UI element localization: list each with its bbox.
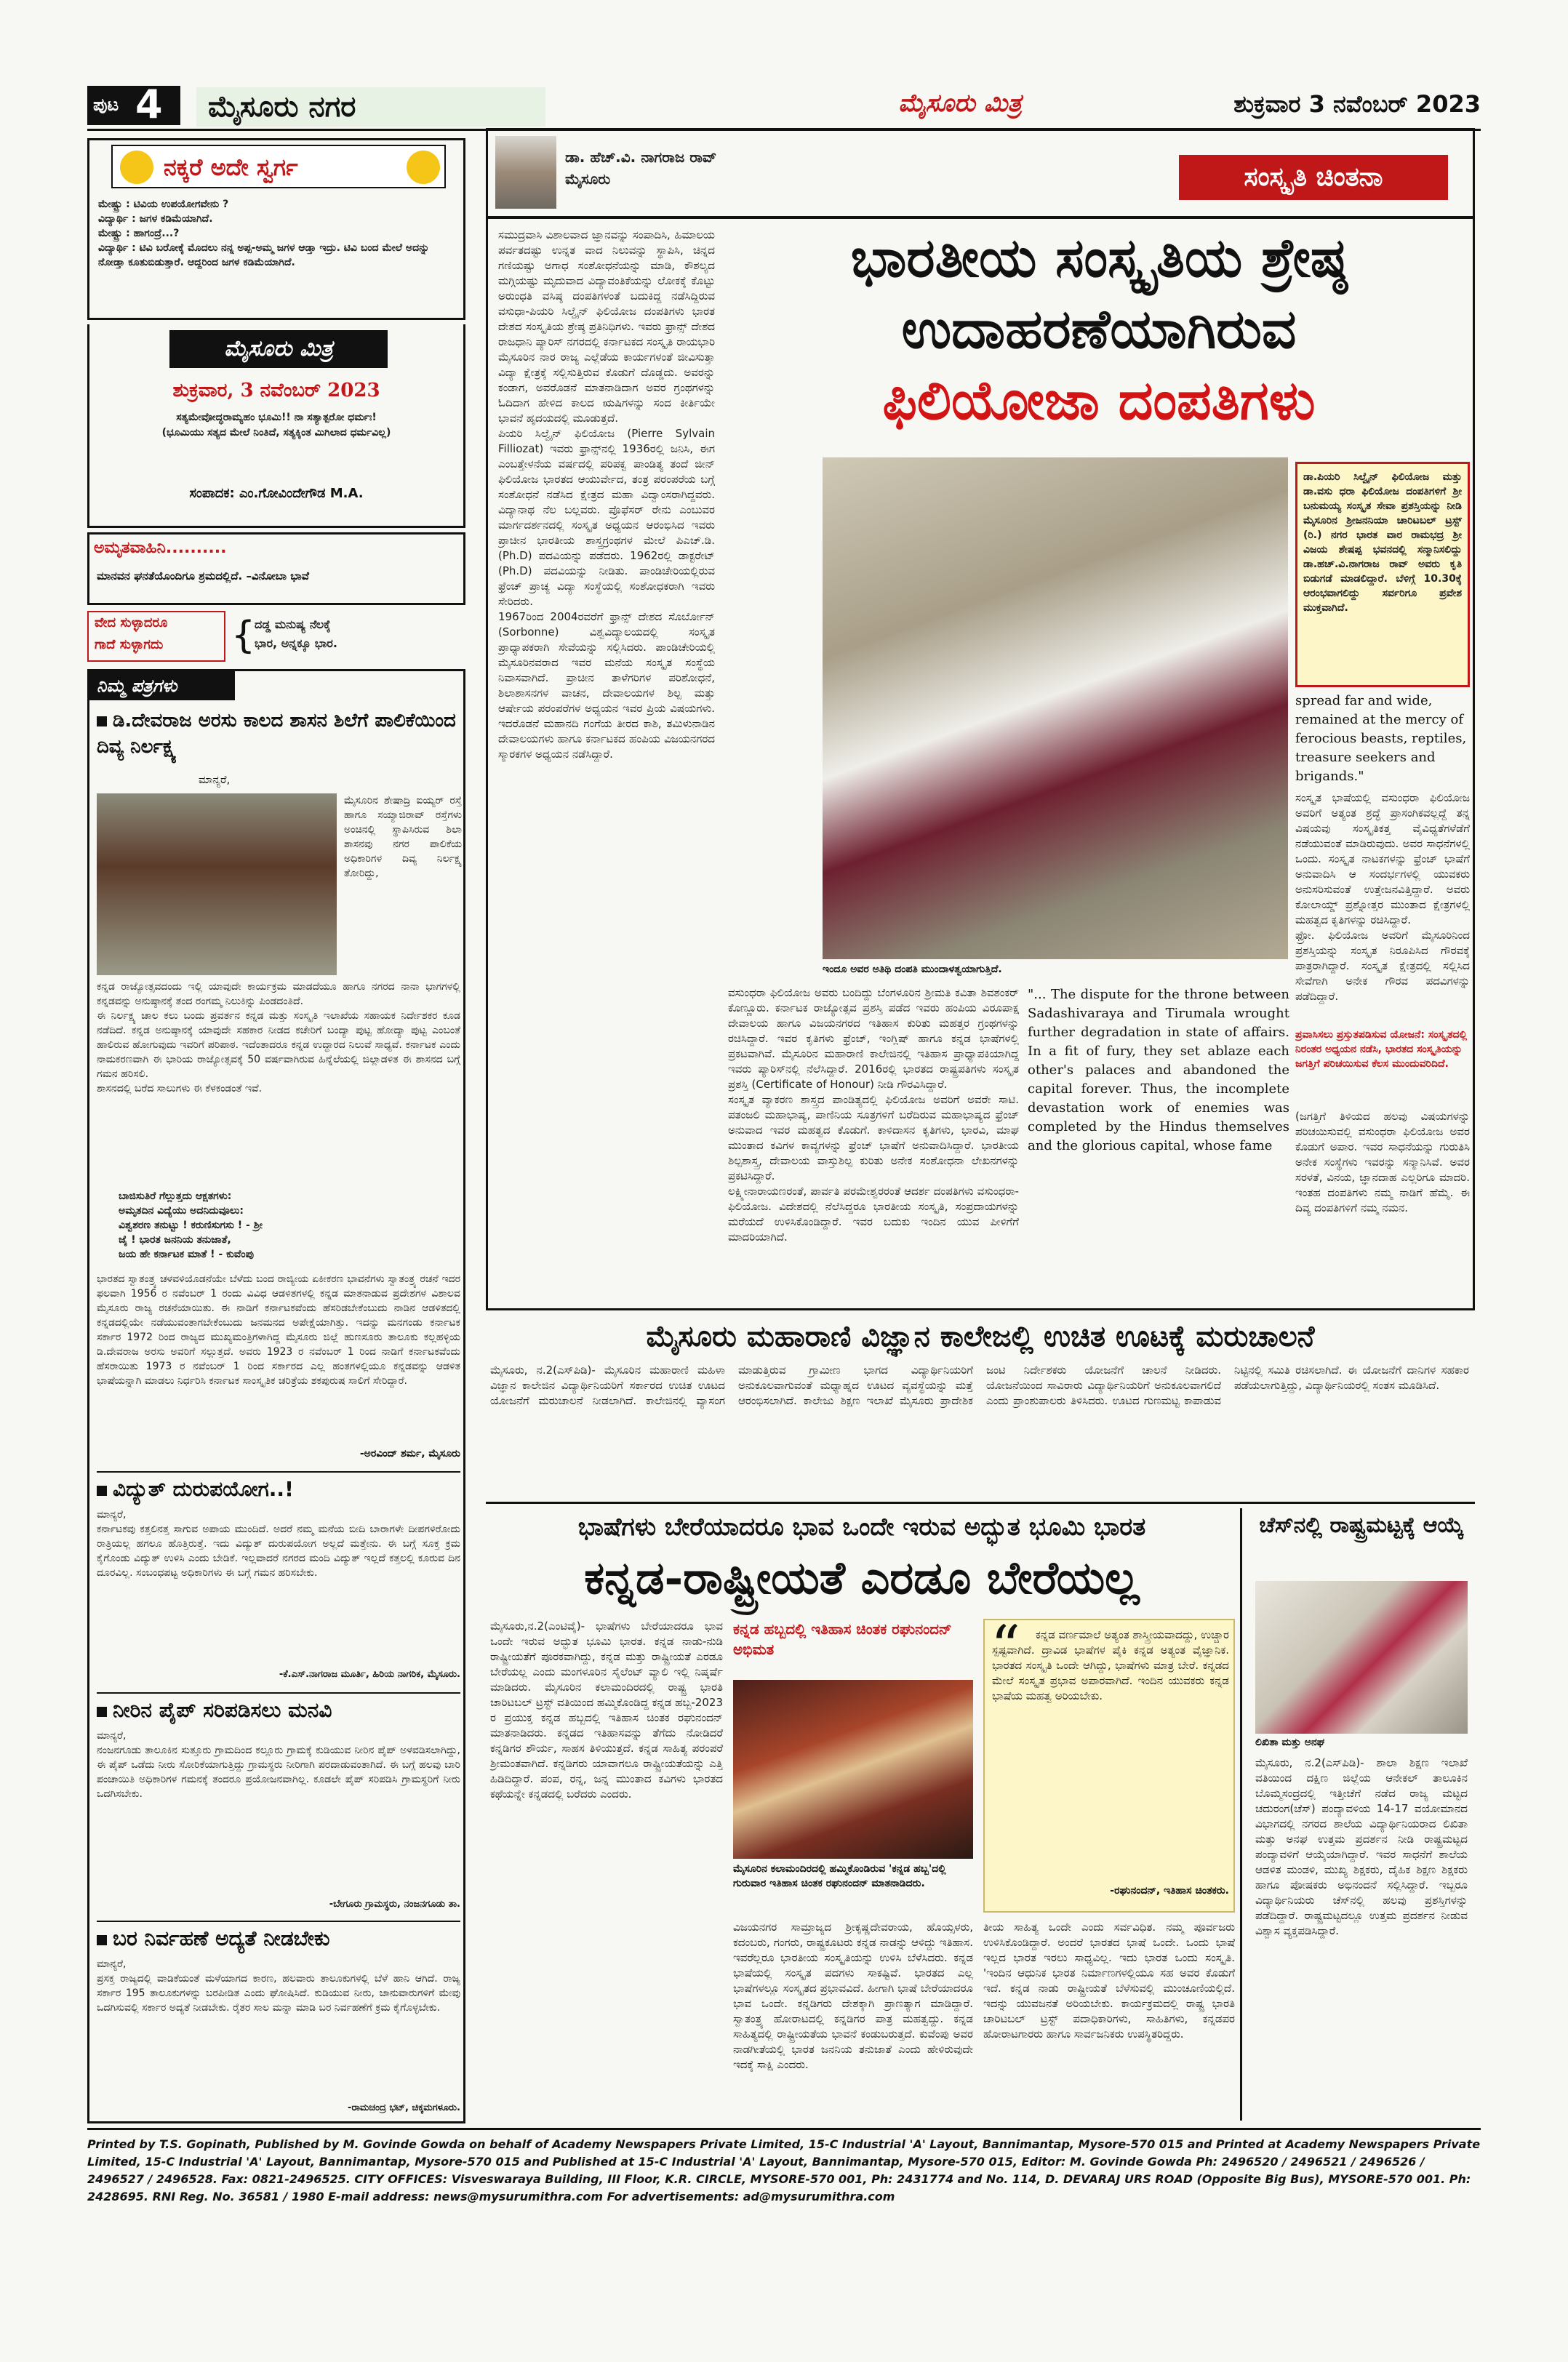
page-badge: [87, 81, 180, 127]
laughing-face-icon: [120, 151, 153, 184]
joke-box: [87, 138, 465, 320]
amruta-text: ಮಾನವನ ಘನತೆಯೊಂದಿಗೂ ಶ್ರಮದಲ್ಲಿದೆ. –ವಿನೋಬಾ ಭಾವೆ: [97, 569, 309, 583]
letter-4-title-text: ಬರ ನಿರ್ವಹಣೆ ಅದ್ಯತೆ ನೀಡಬೇಕು: [113, 1926, 330, 1950]
letter-4-title: [97, 1921, 460, 1951]
chess-headline: ಚೆಸ್‌ನಲ್ಲಿ ರಾಷ್ಟ್ರಮಟ್ಟಕ್ಕೆ ಆಯ್ಕೆ: [1259, 1513, 1464, 1538]
proverb-left: ವೇದ ಸುಳ್ಳಾದರೂ ಗಾದೆ ಸುಳ್ಳಾಗದು: [87, 611, 225, 662]
masthead: ಮೈಸೂರು ಮಿತ್ರ: [898, 89, 1022, 118]
quote-mark-icon: “: [991, 1613, 1020, 1681]
letter-1-text-c: ಭಾರತದ ಸ್ವಾತಂತ್ರ್ಯ ಚಳವಳಿಯೊಡನೆಯೇ ಬೆಳೆದು ಬಂದ ರಾಜ್ಯೀಯ ಏಕೀಕರಣ ಭಾವನೆಗಳು ಸ್ವಾತಂತ್ರ್ಯ ರಚನೆ ಇದರ ಫಲವಾಗಿ 1956 ರ ನವೆಂಬರ್ 1 ರಂದು ವಿವಿಧ ಆಡಳಿತಗಳಲ್ಲಿ ಕನ್ನಡ ಮಾತನಾಡುವ ಪ್ರದೇಶಗಳ ವಿಶಾಲವ ಮೈಸೂರು ರಾಜ್ಯ ರಚನೆಯಾಯಿತು. ಈ ನಾಡಿಗೆ ಕರ್ನಾಟಕವೆಂದು ಹೆಸರಿಡಬೇಕೆಂಬುದು ನಾಡಿನ ಆಡಳಿತದಲ್ಲಿ ಕನ್ನಡದಲ್ಲಿಯೇ ನಡೆಯುವಂತಾಗಬೇಕೆಂಬುದು ಜನಮನದ ಅಪೇಕ್ಷೆಯಾಗಿತ್ತು. ಇದನ್ನು ಮನಗಂಡು ಕರ್ನಾಟಕ ಸರ್ಕಾರ 1972 ರಿಂದ ರಾಜ್ಯದ ಮುಖ್ಯಮಂತ್ರಿಗಳಾಗಿದ್ದ ಮೈಸೂರು ಜಿಲ್ಲೆ ಹುಣಸೂರು ತಾಲೂಕು ಕಲ್ಲಹಳ್ಳಿಯ ಡಿ.ದೇವರಾಜ ಅರಸು ಅವರಿಗೆ ಸಲ್ಲುತ್ತದೆ. ಅವರು 1923 ರ ನವೆಂಬರ್ 1 ರಿಂದ ನಾಡಿಗೆ ಕರ್ನಾಟಕವೆಂದು ಹೆಸರಾಯಿತು 1973 ರ ನವೆಂಬರ್ 1 ರಿಂದ ಸರ್ಕಾರದ ಎಲ್ಲ ಹಂತಗಳಲ್ಲಿಯೂ ಕನ್ನಡವನ್ನು ಆಡಳಿತ ಭಾಷೆಯನ್ನಾಗಿ ಮಾಡಲು ನಿರ್ಧರಿಸಿ ಕರ್ನಾಟಕ ಸಾಂಸ್ಕೃತಿಕ ಚರಿತ್ರೆಯ ಶಕಪುರುಷ ಸಾಲಿಗೆ ಸೇರಿದ್ದಾರೆ.: [97, 1273, 460, 1387]
speaker-caption: ಮೈಸೂರಿನ ಕಲಾಮಂದಿರದಲ್ಲಿ ಹಮ್ಮಿಕೊಂಡಿರುವ 'ಕನ್ನಡ ಹಬ್ಬ'ದಲ್ಲಿ ಗುರುವಾರ ಇತಿಹಾಸ ಚಿಂತಕ ರಘುನಂದನ್ ಮಾತನಾಡಿದರು.: [733, 1863, 946, 1889]
imprint-editor: ಸಂಪಾದಕ: ಎಂ.ಗೋವಿಂದೇಗೌಡ M.A.: [189, 486, 364, 501]
feature-headline-2: ಉದಾಹರಣೆಯಾಗಿರುವ: [901, 298, 1297, 361]
feature-col-3b: (ಜಗತ್ತಿಗೆ ತಿಳಿಯದ ಹಲವು ವಿಷಯಗಳನ್ನು ಪರಿಚಯಿಸುವಲ್ಲಿ ವಸುಂಧರಾ ಫಿಲಿಯೋಜ ಅವರ ಕೊಡುಗೆ ಅಪಾರ. ಇವರ ಸಾಧನೆಯನ್ನು ಗುರುತಿಸಿ ಅನೇಕ ಸಂಸ್ಥೆಗಳು ಇವರನ್ನು ಸನ್ಮಾನಿಸಿವೆ. ಅವರ ಸರಳತೆ, ವಿನಯ, ಜ್ಞಾನದಾಹ ಎಲ್ಲರಿಗೂ ಮಾದರಿ. ಇಂತಹ ದಂಪತಿಗಳು ನಮ್ಮ ನಾಡಿಗೆ ಹೆಮ್ಮೆ. ಈ ದಿವ್ಯ ದಂಪತಿಗಳಿಗೆ ನಮ್ಮ ನಮನ.: [1295, 1110, 1470, 1214]
letter-3-title-text: ನೀರಿನ ಪೈಪ್ ಸರಿಪಡಿಸಲು ಮನವಿ: [113, 1698, 332, 1722]
joke-text: ಮೇಷ್ಟ್ರು : ಟಿವಿಯ ಉಪಯೋಗವೇನು ? ವಿದ್ಯಾರ್ಥಿ : ಜಗಳ ಕಡಿಮೆಯಾಗಿದೆ. ಮೇಷ್ಟ್ರು : ಹಾಗಂದ್ರೆ...? ವಿದ್ಯಾರ್ಥಿ : ಟಿವಿ ಬರೋಕ್ಕೆ ಮೊದಲು ನನ್ನ ಅಪ್ಪ-ಅಮ್ಮ ಜಗಳ ಆಡ್ತಾ ಇದ್ರು. ಟಿವಿ ಬಂದ ಮೇಲೆ ಅದನ್ನು ನೋಡ್ತಾ ಕೂತುಬಿಡುತ್ತಾರೆ. ಆದ್ದರಿಂದ ಜಗಳ ಕಡಿಮೆಯಾಗಿದೆ.: [98, 199, 430, 268]
letter-4-text: ಮಾನ್ಯರೆ, ಪ್ರಸಕ್ತ ರಾಜ್ಯದಲ್ಲಿ ವಾಡಿಕೆಯಂತೆ ಮಳೆಯಾಗದ ಕಾರಣ, ಹಲವಾರು ತಾಲೂಕುಗಳಲ್ಲಿ ಬೆಳೆ ಹಾನಿ ಆಗಿದೆ. ರಾಜ್ಯ ಸರ್ಕಾರ 195 ತಾಲೂಕುಗಳನ್ನು ಬರಪೀಡಿತ ಎಂದು ಘೋಷಿಸಿದೆ. ಕುಡಿಯುವ ನೀರು, ಜಾನುವಾರುಗಳಿಗೆ ಮೇವು ಒದಗಿಸುವಲ್ಲಿ ಸರ್ಕಾರ ಅದ್ಯತೆ ನೀಡಬೇಕು. ರೈತರ ಸಾಲ ಮನ್ನಾ ಮಾಡಿ ಬರ ನಿರ್ವಹಣೆಗೆ ಕ್ರಮ ಕೈಗೊಳ್ಳಬೇಕು.: [97, 1958, 460, 2014]
kannada-subhead: ಕನ್ನಡ ಹಬ್ಬದಲ್ಲಿ ಇತಿಹಾಸ ಚಿಂತಕ ರಘುನಂದನ್ ಅಭಿಮತ: [733, 1620, 952, 1658]
kannada-col-1: ಮೈಸೂರು,ನ.2(ಎಂಟಿವೈ)- ಭಾಷೆಗಳು ಬೇರೆಯಾದರೂ ಭಾವ ಒಂದೇ ಇರುವ ಅದ್ಭುತ ಭೂಮಿ ಭಾರತ. ಕನ್ನಡ ನಾಡು-ನುಡಿ ರಾಷ್ಟ್ರೀಯತೆಗೆ ಪೂರಕವಾಗಿದ್ದು, ಕನ್ನಡ ಮತ್ತು ರಾಷ್ಟ್ರೀಯತೆ ಎರಡೂ ಬೇರೆಯಲ್ಲ ಎಂದು ಮಂಗಳೂರಿನ ಸೈಲೆಂಟ್ ವ್ಯಾಲಿ ಇಲ್ಲಿ ನಿಷ್ಕರ್ಷೆ ಮಾಡಿದರು. ಮೈಸೂರಿನ ಕಲಾಮಂದಿರದಲ್ಲಿ ರಾಷ್ಟ್ರ ಭಾರತಿ ಚಾರಿಟಬಲ್ ಟ್ರಸ್ಟ್ ವತಿಯಿಂದ ಹಮ್ಮಿಕೊಂಡಿದ್ದ ಕನ್ನಡ ಹಬ್ಬ-2023 ರ ಪ್ರಯುಕ್ತ ಕನ್ನಡ ಹಬ್ಬದಲ್ಲಿ ಇತಿಹಾಸ ಚಿಂತಕ ರಘುನಂದನ್ ಮಾತನಾಡಿದರು. ಕನ್ನಡದ ಇತಿಹಾಸವನ್ನು ತೆಗೆದು ನೋಡಿದರೆ ಕನ್ನಡಿಗರ ಶೌರ್ಯ, ಸಾಹಸ ತಿಳಿಯುತ್ತದೆ. ಕನ್ನಡ ಸಾಹಿತ್ಯ ಪರಂಪರೆ ಶ್ರೀಮಂತವಾಗಿದೆ. ಕನ್ನಡಿಗರು ಯಾವಾಗಲೂ ರಾಷ್ಟ್ರೀಯತೆಯನ್ನು ಎತ್ತಿ ಹಿಡಿದಿದ್ದಾರೆ. ಪಂಪ, ರನ್ನ, ಜನ್ನ ಮುಂತಾದ ಕವಿಗಳು ಭಾರತದ ಕಥೆಯನ್ನೇ ಕನ್ನಡದಲ್ಲಿ ಬರೆದರು ಎಂದರು.: [490, 1620, 723, 1801]
feature-col-3: ಸಂಸ್ಕೃತ ಭಾಷೆಯಲ್ಲಿ ವಸುಂಧರಾ ಫಿಲಿಯೋಜ ಅವರಿಗೆ ಅತ್ಯಂತ ಶ್ರದ್ಧೆ ಪ್ರಾಸಂಗಿಕವಲ್ಲದ್ದೆ ತನ್ನ ವಿಷಯವು ಸಂಸ್ಕೃತಿಕತ್ತ ವೈವಿಧ್ಯತೆಗಳೆಡೆಗೆ ನಡೆಯುವಂತೆ ಮಾಡಿರುವುದು. ಅವರ ಸಾಧನೆಗಳಲ್ಲಿ ಒಂದು. ಸಂಸ್ಕೃತ ನಾಟಕಗಳನ್ನು ಫ್ರೆಂಚ್ ಭಾಷೆಗೆ ಅನುವಾದಿಸಿ ಆ ಸಂದರ್ಭಗಳಲ್ಲಿ ಯುವಕರು ಅನುಸರಿಸುವಂತೆ ಉತ್ತೇಜನವಿತ್ತಿದ್ದಾರೆ. ಅವರು ಕೋಲಾಯ್ಡ್ ಪ್ರಶ್ನೋತ್ತರ ಮುಂತಾದ ಕ್ಷೇತ್ರಗಳಲ್ಲಿ ಮಹತ್ವದ ಕೃತಿಗಳನ್ನು ರಚಿಸಿದ್ದಾರೆ. ಫ್ರೋ. ಫಿಲಿಯೋಜ ಅವರಿಗೆ ಮೈಸೂರಿನಿಂದ ಪ್ರಶಸ್ತಿಯನ್ನು ಸಂಸ್ಕೃತ ನಿರೂಪಿಸಿದ ಗೌರವಕ್ಕೆ ಪಾತ್ರರಾಗಿದ್ದಾರೆ. ಸಂಸ್ಕೃತ ಕ್ಷೇತ್ರದಲ್ಲಿ ಸಲ್ಲಿಸಿದ ಸೇವೆಗಾಗಿ ಅನೇಕ ಗೌರವ ಪದವಿಗಳನ್ನು ಪಡೆದಿದ್ದಾರೆ.: [1295, 791, 1470, 1003]
chess-photo: [1255, 1581, 1468, 1734]
letter-1-text-b: ಕನ್ನಡ ರಾಜ್ಯೋತ್ಸವದಂದು ಇಲ್ಲಿ ಯಾವುದೇ ಕಾರ್ಯಕ್ರಮ ಮಾಡದೆಯೂ ಹಾಗೂ ನಗರದ ನಾನಾ ಭಾಗಗಳಲ್ಲಿ ಕನ್ನಡವನ್ನು ಅನುಷ್ಠಾನಕ್ಕೆ ತಂದ ರಂಗಮ್ಮ ನಿಲುಕಿನ್ನು ಪಿಂಡದಂತಿದೆ. ಈ ನಿರ್ಲಕ್ಷ್ಯ ಚಾಲ ಕಲು ಬಂದು ಪ್ರವರ್ತನ ಕನ್ನಡ ಮತ್ತು ಸಂಸ್ಕೃತಿ ಇಲಾಖೆಯ ಸಹಾಯಕ ನಿರ್ದೇಶಕರ ಕೂಡ ನಡೆದಿದೆ. ಕನ್ನಡ ಅನುಷ್ಠಾನಕ್ಕೆ ಯಾವುದೇ ಸಹಕಾರ ನೀಡದ ಕಚೇರಿಗೆ ಬಂದ್ಯಾ ಪುಟ್ಟ ಹೋದ್ಯಾ ಪುಟ್ಟ ಎಂಬಂತೆ ಹಾಲಿರುವ ಹೋಗುವುದು ಇವರಿಗೆ ಪರಿಪಾಠ. ಇದೆಂತಾದರೂ ಕನ್ನಡ ಉದ್ಧಾರದ ನಿಲುವೆ ಸಾಧ್ಯವೆ. ಕರ್ನಾಟಕ ಎಂದು ನಾಮಕರಣವಾಗಿ ಈ ಭಾರಿಯ ರಾಜ್ಯೋತ್ಸವಕ್ಕೆ 50 ವರ್ಷವಾಗಿರುವ ಹಿನ್ನೆಲೆಯಲ್ಲಿ ಜಿಲ್ಲಾಡಳಿತ ಈ ಶಾಸನದ ಬಗ್ಗೆ ಗಮನ ಹರಿಸಲಿ. ಶಾಸನದಲ್ಲಿ ಬರೆದ ಸಾಲುಗಳು ಈ ಕೆಳಕಂಡಂತೆ ಇವೆ.: [97, 981, 460, 1094]
feature-headline-1: ಭಾರತೀಯ ಸಂಸ್ಕೃತಿಯ ಶ್ರೇಷ್ಠ: [850, 227, 1348, 289]
letter-1-title-text: ಡಿ.ದೇವರಾಜ ಅರಸು ಕಾಲದ ಶಾಸನ ಶಿಲೆಗೆ ಪಾಲಿಕೆಯಿಂದ ದಿವ್ಯ ನಿರ್ಲಕ್ಷ್ಯ: [97, 710, 456, 758]
feature-rule: [488, 216, 1473, 219]
letter-3-sign: -ಬೇಗೂರು ಗ್ರಾಮಸ್ಥರು, ನಂಜನಗೂಡು ತಾ.: [329, 1899, 460, 1910]
imprint-motto: ಸತ್ಯಮೇವೋದ್ಧರಾಮ್ಯಹಂ ಭೂಮಿ!! ನಾ ಸತ್ಯಾತ್ಪರೋ ಧರ್ಮಃ! (ಭೂಮಿಯು ಸತ್ಯದ ಮೇಲೆ ನಿಂತಿದೆ, ಸತ್ಯಕ್ಕಿಂತ ಮಿಗಿಲಾದ ಧರ್ಮವಿಲ್ಲ): [161, 412, 391, 439]
inscription-photo: [97, 793, 337, 975]
proverb-box: [87, 611, 465, 662]
kannada-story: [486, 1508, 1242, 2121]
kannada-kicker: ಭಾಷೆಗಳು ಬೇರೆಯಾದರೂ ಭಾವ ಒಂದೇ ಇರುವ ಅದ್ಭುತ ಭೂಮಿ ಭಾರತ: [577, 1513, 1146, 1542]
letters-heading: ನಿಮ್ಮ ಪತ್ರಗಳು: [89, 671, 235, 700]
kannada-col-3: ತೀಯ ಸಾಹಿತ್ಯ ಒಂದೇ ಎಂದು ಸರ್ವವಿಧಿತ. ನಮ್ಮ ಪೂರ್ವಜರು ಉಳಿಸಿಕೊಂಡಿದ್ದಾರೆ. ಅಂದರೆ ಭಾರತದ ಭಾಷೆ ಒಂದೇ. ಒಂದು ಭಾಷೆ ಇಲ್ಲದ ಭಾರತ ಇರಲು ಸಾಧ್ಯವಿಲ್ಲ. ಇದು ಭಾರತ ಒಂದು ಸಂಸ್ಕೃತಿ. 'ಇಂದಿನ ಆಧುನಿಕ ಭಾರತ ನಿರ್ಮಾಣಗಳಲ್ಲಿಯೂ ಸಹ ಅವರ ಕೊಡುಗೆ ಇದೆ. ಕನ್ನಡ ನಾಡು ರಾಷ್ಟ್ರೀಯತೆ ಬೆಳೆಸುವಲ್ಲಿ ಮುಂಚೂಣಿಯಲ್ಲಿದೆ. ಇದನ್ನು ಯುವಜನತೆ ಅರಿಯಬೇಕು. ಕಾರ್ಯಕ್ರಮದಲ್ಲಿ ರಾಷ್ಟ್ರ ಭಾರತಿ ಚಾರಿಟಬಲ್ ಟ್ರಸ್ಟ್ ಪದಾಧಿಕಾರಿಗಳು, ಸಾಹಿತಿಗಳು, ಕನ್ನಡಪರ ಹೋರಾಟಗಾರರು ಹಾಗೂ ಸಾರ್ವಜನಿಕರು ಉಪಸ್ಥಿತರಿದ್ದರು.: [983, 1921, 1235, 2041]
letter-1-title: [97, 708, 460, 760]
letter-4-sign: -ರಾಮಚಂದ್ರ ಭಟ್, ಚಿಕ್ಕಮಗಳೂರು.: [348, 2102, 460, 2113]
bullet-square-icon: [97, 1935, 107, 1945]
chess-text: ಮೈಸೂರು, ನ.2(ಎಸ್‌ಪಿಡಿ)- ಶಾಲಾ ಶಿಕ್ಷಣ ಇಲಾಖೆ ವತಿಯಿಂದ ದಕ್ಷಿಣ ಜಿಲ್ಲೆಯ ಆನೇಕಲ್ ತಾಲೂಕಿನ ಬೊಮ್ಮಸಂದ್ರದಲ್ಲಿ ಇತ್ತೀಚೆಗೆ ನಡೆದ ರಾಜ್ಯ ಮಟ್ಟದ ಚದುರಂಗ(ಚೆಸ್) ಪಂದ್ಯಾವಳಿಯ 14-17 ವಯೋಮಾನದ ವಿಭಾಗದಲ್ಲಿ ನಗರದ ಶಾಲೆಯ ವಿದ್ಯಾರ್ಥಿನಿಯರಾದ ಲಿಖಿತಾ ಮತ್ತು ಅನಘ ಉತ್ತಮ ಪ್ರದರ್ಶನ ನೀಡಿ ರಾಷ್ಟ್ರಮಟ್ಟದ ಪಂದ್ಯಾವಳಿಗೆ ಆಯ್ಕೆಯಾಗಿದ್ದಾರೆ. ಇವರ ಸಾಧನೆಗೆ ಶಾಲೆಯ ಆಡಳಿತ ಮಂಡಳಿ, ಮುಖ್ಯ ಶಿಕ್ಷಕರು, ದೈಹಿಕ ಶಿಕ್ಷಣ ಶಿಕ್ಷಕರು ಹಾಗೂ ಪೋಷಕರು ಅಭಿನಂದನೆ ಸಲ್ಲಿಸಿದ್ದಾರೆ. ಇಬ್ಬರೂ ವಿದ್ಯಾರ್ಥಿನಿಯರು ಚೆಸ್‌ನಲ್ಲಿ ಹಲವು ಪ್ರಶಸ್ತಿಗಳನ್ನು ಪಡೆದಿದ್ದಾರೆ. ರಾಷ್ಟ್ರಮಟ್ಟದಲ್ಲೂ ಉತ್ತಮ ಪ್ರದರ್ಶನ ನೀಡುವ ವಿಶ್ವಾಸ ವ್ಯಕ್ತಪಡಿಸಿದ್ದಾರೆ.: [1255, 1756, 1468, 1937]
letter-1-salute: ಮಾನ್ಯರೆ,: [199, 773, 231, 786]
pullquote-text: ಕನ್ನಡ ವರ್ಣಮಾಲೆ ಅತ್ಯಂತ ಶಾಸ್ತ್ರೀಯವಾದದ್ದು, ಉಚ್ಚಾರ ಸ್ಪಷ್ಟವಾಗಿದೆ. ದ್ರಾವಿಡ ಭಾಷೆಗಳ ಪೈಕಿ ಕನ್ನಡ ಅತ್ಯಂತ ವೈಜ್ಞಾನಿಕ. ಭಾರತದ ಸಂಸ್ಕೃತಿ ಒಂದೇ ಆಗಿದ್ದು, ಭಾಷೆಗಳು ಮಾತ್ರ ಬೇರೆ. ಕನ್ನಡದ ಮೇಲೆ ಸಂಸ್ಕೃತ ಪ್ರಭಾವ ಅಪಾರವಾಗಿದೆ. ಇಂದಿನ ಯುವಕರು ಕನ್ನಡ ಭಾಷೆಯ ಮಹತ್ವ ಅರಿಯಬೇಕು.: [992, 1628, 1229, 1702]
letters-section: [87, 669, 465, 2123]
imprint-logo: ಮೈಸೂರು ಮಿತ್ರ: [169, 330, 388, 368]
author-byline: ಡಾ. ಹೆಚ್.ವಿ. ನಾಗರಾಜ ರಾವ್ ಮೈಸೂರು: [565, 148, 717, 188]
letter-3-text: ಮಾನ್ಯರೆ, ನಂಜನಗೂಡು ತಾಲೂಕಿನ ಸುತ್ತೂರು ಗ್ರಾಮದಿಂದ ಕಲ್ಲೂರು ಗ್ರಾಮಕ್ಕೆ ಕುಡಿಯುವ ನೀರಿನ ಪೈಪ್ ಅಳವಡಿಸಲಾಗಿದ್ದು, ಈ ಪೈಪ್ ಒಡೆದು ನೀರು ಸೋರಿಕೆಯಾಗುತ್ತಿದ್ದು ಗ್ರಾಮಸ್ಥರು ನೀರಿಗಾಗಿ ಪರದಾಡುವಂತಾಗಿದೆ. ಈ ಬಗ್ಗೆ ಹಲವು ಬಾರಿ ಪಂಚಾಯಿತಿ ಅಧಿಕಾರಿಗಳ ಗಮನಕ್ಕೆ ತಂದರೂ ಪ್ರಯೋಜನವಾಗಿಲ್ಲ. ಕೂಡಲೇ ಪೈಪ್ ಸರಿಪಡಿಸಿ ಗ್ರಾಮಸ್ಥರಿಗೆ ನೀರು ಒದಗಿಸಬೇಕು.: [97, 1730, 460, 1800]
kannada-headline: ಕನ್ನಡ-ರಾಷ್ಟ್ರೀಯತೆ ಎರಡೂ ಬೇರೆಯಲ್ಲ: [584, 1551, 1140, 1604]
feature-article: [486, 128, 1475, 1310]
college-story: [486, 1315, 1475, 1504]
bullet-square-icon: [97, 716, 107, 726]
pullquote-sign: -ರಘುನಂದನ್, ಇತಿಹಾಸ ಚಿಂತಕರು.: [1110, 1885, 1229, 1897]
college-text: ಮೈಸೂರು, ನ.2(ಎಸ್‌ಪಿಡಿ)- ಮೈಸೂರಿನ ಮಹಾರಾಣಿ ಮಹಿಳಾ ವಿಜ್ಞಾನ ಕಾಲೇಜಿನ ವಿದ್ಯಾರ್ಥಿನಿಯರಿಗೆ ಸರ್ಕಾರದ ಉಚಿತ ಊಟದ ಯೋಜನೆಗೆ ಮರುಚಾಲನೆ ನೀಡಲಾಗಿದೆ. ಕಾಲೇಜಿನಲ್ಲಿ ವ್ಯಾಸಂಗ ಮಾಡುತ್ತಿರುವ ಗ್ರಾಮೀಣ ಭಾಗದ ವಿದ್ಯಾರ್ಥಿನಿಯರಿಗೆ ಅನುಕೂಲವಾಗುವಂತೆ ಮಧ್ಯಾಹ್ನದ ಊಟದ ವ್ಯವಸ್ಥೆಯನ್ನು ಮತ್ತೆ ಆರಂಭಿಸಲಾಗಿದೆ. ಕಾಲೇಜು ಶಿಕ್ಷಣ ಇಲಾಖೆ ಮೈಸೂರು ಪ್ರಾದೇಶಿಕ ಜಂಟಿ ನಿರ್ದೇಶಕರು ಯೋಜನೆಗೆ ಚಾಲನೆ ನೀಡಿದರು. ಯೋಜನೆಯಿಂದ ಸಾವಿರಾರು ವಿದ್ಯಾರ್ಥಿನಿಯರಿಗೆ ಅನುಕೂಲವಾಗಲಿದೆ ಎಂದು ಪ್ರಾಂಶುಪಾಲರು ತಿಳಿಸಿದರು. ಊಟದ ಗುಣಮಟ್ಟ ಕಾಪಾಡುವ ನಿಟ್ಟಿನಲ್ಲಿ ಸಮಿತಿ ರಚಿಸಲಾಗಿದೆ. ಈ ಯೋಜನೆಗೆ ದಾನಿಗಳ ಸಹಕಾರ ಪಡೆಯಲಾಗುತ್ತಿದ್ದು, ವಿದ್ಯಾರ್ಥಿನಿಯರಲ್ಲಿ ಸಂತಸ ಮೂಡಿಸಿದೆ.: [490, 1364, 1469, 1407]
imprint-box: [87, 324, 465, 528]
letter-1-sign: -ಅರವಿಂದ್ ಶರ್ಮ, ಮೈಸೂರು: [359, 1448, 460, 1460]
chess-story: [1248, 1508, 1475, 2121]
letter-1-text-a: ಮೈಸೂರಿನ ಶೇಷಾದ್ರಿ ಐಯ್ಯರ್ ರಸ್ತೆ ಹಾಗೂ ಸಯ್ಯಾಜಿರಾವ್ ರಸ್ತೆಗಳು ಅಂಚಿನಲ್ಲಿ ಸ್ಥಾಪಿಸಿರುವ ಶಿಲಾ ಶಾಸನವು ನಗರ ಪಾಲಿಕೆಯ ಅಧಿಕಾರಿಗಳ ದಿವ್ಯ ನಿರ್ಲಕ್ಷ್ಯ ತೋರಿದ್ದು,: [344, 795, 462, 879]
letter-2-title: [97, 1471, 460, 1502]
feature-sidebar-note: ಡಾ.ಪಿಯರಿ ಸಿಲ್ವೈನ್ ಫಿಲಿಯೋಜ ಮತ್ತು ಡಾ.ವಸು ಧರಾ ಫಿಲಿಯೋಜ ದಂಪತಿಗಳಿಗೆ ಶ್ರೀ ಬನುಮಯ್ಯ ಸಂಸ್ಕೃತ ಸೇವಾ ಪ್ರಶಸ್ತಿಯನ್ನು ನೀಡಿ ಮೈಸೂರಿನ ಶ್ರೀಜನನಿಯಾ ಚಾರಿಟಬಲ್ ಟ್ರಸ್ಟ್ (ರಿ.) ನಗರ ಭಾರತ ವಾರ ರಾಮಭದ್ರ ಶ್ರೀ ವಿಜಯ ಶೇಷಪ್ಪ ಭವನದಲ್ಲಿ ಸನ್ಮಾನಿಸಲಿದ್ದು ಡಾ.ಹಚ್.ವಿ.ನಾಗರಾಜ ರಾವ್ ಅವರು ಕೃತಿ ಬಿಡುಗಡೆ ಮಾಡಲಿದ್ದಾರೆ. ಬೆಳಿಗ್ಗೆ 10.30ಕ್ಕೆ ಆರಂಭವಾಗಲಿದ್ದು ಸರ್ವರಿಗೂ ಪ್ರವೇಶ ಮುಕ್ತವಾಗಿದೆ.: [1295, 462, 1470, 687]
proverb-right: ದಡ್ಡ ಮನುಷ್ಯ ನೆಲಕ್ಕೆ ಭಾರ, ಅನ್ನಕ್ಕೂ ಭಾರ.: [255, 617, 337, 650]
amruta-box: [87, 532, 465, 605]
page-label: ಪುಟ: [93, 95, 119, 115]
chess-caption: ಲಿಖಿತಾ ಮತ್ತು ಅನಘ: [1255, 1737, 1325, 1748]
feature-quote-end: spread far and wide, remained at the mercy of ferocious beasts, reptiles, treasure seekers and brigands.": [1295, 693, 1467, 784]
bullet-square-icon: [97, 1486, 107, 1496]
couple-photo: [823, 457, 1288, 959]
brace: {: [231, 614, 256, 657]
speaker-photo: [733, 1680, 973, 1859]
letter-2-title-text: ವಿದ್ಯುತ್ ದುರುಪಯೋಗ..!: [113, 1477, 294, 1501]
feature-col-2: ವಸುಂಧರಾ ಫಿಲಿಯೋಜ ಅವರು ಬಂದಿದ್ದು ಬೆಂಗಳೂರಿನ ಶ್ರೀಮತಿ ಕವಿತಾ ಶಿವಶಂಕರ್ ಕೊಣ್ಣೂರು. ಕರ್ನಾಟಕ ರಾಜ್ಯೋತ್ಸವ ಪ್ರಶಸ್ತಿ ಪಡೆದ ಇವರು ಹಂಪಿಯ ವಿರೂಪಾಕ್ಷ ದೇವಾಲಯ ಹಾಗೂ ವಿಜಯನಗರದ ಇತಿಹಾಸ ಕುರಿತು ಮಹತ್ತರ ಗ್ರಂಥಗಳನ್ನು ರಚಿಸಿದ್ದಾರೆ. ಇವರ ಕೃತಿಗಳು ಫ್ರೆಂಚ್, ಇಂಗ್ಲಿಷ್ ಹಾಗೂ ಕನ್ನಡ ಭಾಷೆಗಳಲ್ಲಿ ಪ್ರಕಟವಾಗಿವೆ. ಮೈಸೂರಿನ ಮಹಾರಾಣಿ ಕಾಲೇಜಿನಲ್ಲಿ ಇತಿಹಾಸ ಪ್ರಾಧ್ಯಾಪಕಿಯಾಗಿದ್ದ ಇವರು ಪ್ಯಾರಿಸ್‌ನಲ್ಲಿ ನೆಲೆಸಿದ್ದಾರೆ. 2016ರಲ್ಲಿ ಭಾರತದ ರಾಷ್ಟ್ರಪತಿಗಳು ಸಂಸ್ಕೃತ ಪ್ರಶಸ್ತಿ (Certificate of Honour) ನೀಡಿ ಗೌರವಿಸಿದ್ದಾರೆ. ಸಂಸ್ಕೃತ ವ್ಯಾಕರಣ ಶಾಸ್ತ್ರದ ಪಾಂಡಿತ್ಯದಲ್ಲಿ ಫಿಲಿಯೋಜ ಅವರಿಗೆ ಅವರೇ ಸಾಟಿ. ಪತಂಜಲಿ ಮಹಾಭಾಷ್ಯ, ಪಾಣಿನಿಯ ಸೂತ್ರಗಳಿಗೆ ಬರೆದಿರುವ ಮಹಾಭಾಷ್ಯದ ಫ್ರೆಂಚ್ ಅನುವಾದ ಇವರ ಮಹತ್ವದ ಕೊಡುಗೆ. ಕಾಳಿದಾಸನ ಕೃತಿಗಳು, ಭಾರವಿ, ಮಾಘ ಮುಂತಾದ ಕವಿಗಳ ಕಾವ್ಯಗಳನ್ನು ಫ್ರೆಂಚ್ ಭಾಷೆಗೆ ಅನುವಾದಿಸಿದ್ದಾರೆ. ಭಾರತೀಯ ಶಿಲ್ಪಶಾಸ್ತ್ರ, ದೇವಾಲಯ ವಾಸ್ತುಶಿಲ್ಪ ಕುರಿತು ಅನೇಕ ಸಂಶೋಧನಾ ಲೇಖನಗಳನ್ನು ಪ್ರಕಟಿಸಿದ್ದಾರೆ. ಲಕ್ಷ್ಮೀನಾರಾಯಣರಂತೆ, ಪಾರ್ವತಿ ಪರಮೇಶ್ವರರಂತೆ ಆದರ್ಶ ದಂಪತಿಗಳು ವಸುಂಧರಾ-ಫಿಲಿಯೋಜ. ವಿದೇಶದಲ್ಲಿ ನೆಲೆಸಿದ್ದರೂ ಭಾರತೀಯ ಸಂಸ್ಕೃತಿ, ಸಂಪ್ರದಾಯಗಳನ್ನು ಮರೆಯದೆ ಉಳಿಸಿಕೊಂಡಿದ್ದಾರೆ. ಇವರ ಬದುಕು ಇಂದಿನ ಯುವ ಪೀಳಿಗೆಗೆ ಮಾದರಿಯಾಗಿದೆ.: [728, 986, 1019, 1244]
header-bar: [87, 80, 1481, 131]
photo-caption: ಇಂದೂ ಅವರ ಅತಿಥಿ ದಂಪತಿ ಮುಂದಾಳತ್ವಯಾಗುತ್ತಿದೆ.: [823, 964, 1002, 975]
letter-2-text: ಮಾನ್ಯರೆ, ಕರ್ನಾಟಕವು ಕತ್ತಲಿನತ್ತ ಸಾಗುವ ಅಪಾಯ ಮುಂದಿದೆ. ಅದರೆ ನಮ್ಮ ಮನೆಯ ಬೀದಿ ಬಾರಾಗಳೇ ದೀಪಗಳಿರೋದು ರಾತ್ರಿಯಲ್ಲ ಹಗಲೂ ಹೊತ್ತಿರುತ್ತೆ. ಇದು ವಿದ್ಯುತ್ ದುರುಪಯೋಗ ಅಲ್ಲದೆ ಮತ್ತೇನು. ಈ ಬಗ್ಗೆ ಸೂಕ್ತ ಕ್ರಮ ಕೈಗೊಂಡು ವಿದ್ಯುತ್ ಉಳಿಸಿ ಎಂದು ಬೇಡಿಕೆ. ಇಲ್ಲವಾದರೆ ನಗರದ ಮಂದಿ ವಿದ್ಯುತ್ ಇಲ್ಲದೆ ಕತ್ತಲಲ್ಲಿ ಕೂರುವ ದಿನ ದೂರವಿಲ್ಲ. ಸಂಬಂಧಪಟ್ಟ ಅಧಿಕಾರಿಗಳು ಈ ಬಗ್ಗೆ ಗಮನ ಹರಿಸಬೇಕು.: [97, 1509, 460, 1579]
college-headline: ಮೈಸೂರು ಮಹಾರಾಣಿ ವಿಜ್ಞಾನ ಕಾಲೇಜಲ್ಲಿ ಉಚಿತ ಊಟಕ್ಕೆ ಮರುಚಾಲನೆ: [646, 1319, 1315, 1353]
page-number: 4: [135, 81, 163, 127]
letter-2-sign: -ಕೆ.ಎಸ್.ನಾಗರಾಜ ಮೂರ್ತಿ, ಹಿರಿಯ ನಾಗರಿಕ, ಮೈಸೂರು.: [279, 1669, 460, 1680]
laughing-face-icon: [407, 151, 440, 184]
feature-quote: "... The dispute for the throne between Sadashivaraya and Tirumala wrought further degradation in state of affairs. In a fit of fury, they set ablaze each other's palaces and abandoned the capital forever. Thus, the incomplete devastation work of enemies was completed by the Hindus themselves and the glorious capital, whose fame: [1028, 987, 1289, 1153]
feature-col-1: ಸಮುದ್ರವಾಸಿ ವಿಶಾಲವಾದ ಜ್ಞಾನವನ್ನು ಸಂಪಾದಿಸಿ, ಹಿಮಾಲಯ ಪರ್ವತದಷ್ಟು ಉನ್ನತ ವಾದ ನಿಲುವನ್ನು ಸ್ಥಾಪಿಸಿ, ಚಿನ್ನದ ಗಣಿಯಷ್ಟು ಅಗಾಧ ಸಂಶೋಧನೆಯನ್ನು ಮಾಡಿ, ಕೌಶಲ್ಯದ ಮಗ್ಗಿಯಷ್ಟು ಮೃದುವಾದ ವಿದ್ಯಾವಂತಿಕೆಯನ್ನು ಲೋಕಕ್ಕೆ ಕೊಟ್ಟು ಅರುಂಧತಿ ವಸಿಷ್ಠ ದಂಪತಿಗಳಂತೆ ಬದುಕಿದ್ದ ನಡೆಸಿದ್ದಿರುವ ವಸುಧಾ-ಪಿಯರಿ ಸಿಲ್ವೈನ್ ಫಿಲಿಯೋಜ ದಂಪತಿಗಳು ಭಾರತ ದೇಶದ ಸಂಸ್ಕೃತಿಯ ಶ್ರೇಷ್ಠ ಪ್ರತಿನಿಧಿಗಳು. ಇವರು ಫ್ರಾನ್ಸ್ ದೇಶದ ರಾಜಧಾನಿ ಪ್ಯಾರಿಸ್ ನಗರದಲ್ಲಿ ಕರ್ನಾಟಕದ ಸಂಸ್ಕೃತಿ ರಾಯಭಾರಿ ಮೈಸೂರಿನ ನಾರ ರಾಜ್ಯ ಎಲ್ಲೆಡೆಯ ಕಾರ್ಯಗಳಂತೆ ಜೀವಿಸುತ್ತಾ ವಿದ್ಯಾ ಕ್ಷೇತ್ರಕ್ಕೆ ಸಲ್ಲಿಸುತ್ತಿರುವ ಕೊಡುಗೆ ದೊಡ್ಡದು. ಅವರನ್ನು ಕಂಡಾಗ, ಅವರೊಡನೆ ಮಾತನಾಡಿದಾಗ ಅವರ ಗ್ರಂಥಗಳನ್ನು ಓದಿದಾಗ ಹೇಳಿದ ಕಾಲದ ಋಷಿಗಳನ್ನು ಸಂದ ಕೀರ್ತಿಯೇ ಭಾವನೆ ಹೃದಯದಲ್ಲಿ ಮೂಡುತ್ತದೆ. ಪಿಯರಿ ಸಿಲ್ವೈನ್ ಫಿಲಿಯೋಜ (Pierre Sylvain Filliozat) ಇವರು ಫ್ರಾನ್ಸ್‌ನಲ್ಲಿ 1936ರಲ್ಲಿ ಜನಿಸಿ, ಈಗ ಎಂಬತ್ತೇಳನೆಯ ವರ್ಷದಲ್ಲಿ ಪರಿಪಕ್ವ ಪಾಂಡಿತ್ಯ ತಂದೆ ಜೀನ್ ಫಿಲಿಯೋಜ ಭಾರತದ ಆಯುರ್ವೇದ, ತಂತ್ರ ಪರಂಪರೆಯ ಬಗ್ಗೆ ಸಂಶೋಧನೆ ನಡೆಸಿದ ಕ್ಷೇತ್ರದ ಮಹಾ ವಿದ್ವಾಂಸರಾಗಿದ್ದವರು. ವಿದ್ಯಾನಾಥ ನೆಲ ಬಲ್ಲವರು. ಪ್ರೊಫೆಸರ್ ರೇನು ಎಂಬುವರ ಮಾರ್ಗದರ್ಶನದಲ್ಲಿ ಸಂಸ್ಕೃತ ಅಧ್ಯಯನ ಆರಂಭಿಸಿದ ಇವರು ಪ್ರಾಚೀನ ಭಾರತೀಯ ಶಾಸ್ತ್ರಗ್ರಂಥಗಳ ಮೇಲೆ ಪಿಎಚ್.ಡಿ. (Ph.D) ಪದವಿಯನ್ನು ಪಡೆದರು. 1962ರಲ್ಲಿ ಡಾಕ್ಟರೇಟ್ (Ph.D) ಪದವಿಯನ್ನು ನೀಡಿತು. ಪಾಂಡಿಚೇರಿಯಲ್ಲಿರುವ ಫ್ರೆಂಚ್ ಪ್ರಾಚ್ಯ ವಿದ್ಯಾ ಸಂಸ್ಥೆಯಲ್ಲಿ ಸಂಶೋಧಕರಾಗಿ ಇವರು ಸೇರಿದರು. 1967ರಿಂದ 2004ರವರೆಗೆ ಫ್ರಾನ್ಸ್ ದೇಶದ ಸೊರ್ಬೋನ್ (Sorbonne) ವಿಶ್ವವಿದ್ಯಾಲಯದಲ್ಲಿ ಸಂಸ್ಕೃತ ಪ್ರಾಧ್ಯಾಪಕರಾಗಿ ಸೇವೆಯನ್ನು ಸಲ್ಲಿಸಿದರು. ಪಾಂಡಿಚೇರಿಯಲ್ಲಿ ಮೈಸೂರಿನವರಾದ ಇವರ ಮನೆಯ ಸಂಸ್ಕೃತ ಸಂಸ್ಥೆಯ ನಿವಾಸವಾಗಿದೆ. ಪ್ರಾಚೀನ ತಾಳೆಗರಿಗಳ ಪರಿಶೋಧನೆ, ಶಿಲಾಶಾಸನಗಳ ವಾಚನ, ದೇವಾಲಯಗಳ ಶಿಲ್ಪ ಮತ್ತು ಆರ್ಷೇಯ ಪರಂಪರೆಗಳ ಅಧ್ಯಯನ ಇವರ ಪ್ರಿಯ ವಿಷಯಗಳು. ಇದರೊಡನೆ ಮಹಾನದಿ ಗಂಗೆಯ ತೀರದ ಕಾಶಿ, ತಮಿಳುನಾಡಿನ ದೇವಾಲಯಗಳು ಹಾಗೂ ಕರ್ನಾಟಕದ ಹಂಪಿಯ ವಿಜಯನಗರದ ಸ್ಮಾರಕಗಳ ಅಧ್ಯಯನ ನಡೆಸಿದ್ದಾರೆ.: [498, 228, 715, 761]
dateline: ಶುಕ್ರವಾರ 3 ನವೆಂಬರ್ 2023: [1233, 90, 1481, 118]
column-label: ಸಂಸ್ಕೃತಿ ಚಿಂತನಾ: [1179, 155, 1448, 200]
section-title: ಮೈಸೂರು ನಗರ: [196, 87, 545, 127]
letter-1-poem: ಬಾಜಿಸುತಿರೆ ಗೆಲ್ಲುತ್ತದು ಆಕ್ಷತಗಳು: ಅಮೃತದಿನ ವಿದ್ಯೆಯು ಅದನಿದುವೂಲು: ವಿಶ್ವಶರಣ ತನುಟ್ಟು ! ಕರುಣಿಸುಗಸು ! - ಶ್ರೀ ಜೈ ! ಭಾರತ ಜನನಿಯ ತನುಜಾತೆ, ಜಯ ಹೇ ಕರ್ನಾಟಕ ಮಾತೆ ! - ಕುವೆಂಪು: [119, 1190, 263, 1260]
imprint-date: ಶುಕ್ರವಾರ, 3 ನವೆಂಬರ್ 2023: [172, 380, 380, 401]
pullquote-box: [983, 1613, 1235, 1913]
print-line: Printed by T.S. Gopinath, Published by M. Govinde Gowda on behalf of Academy Newspapers Private Limited, 15-C Industrial 'A' Layout, Bannimantap, Mysore-570 015 and Printed at Academy Newspapers Private Limited, 15-C Industrial 'A' Layout, Bannimantap, Mysore-570 015 and Published at 15-C Industrial 'A' Layout, Bannimantap, Mysore-570 015, Editor: M. Govinde Gowda Ph: 2496520 / 2496521 / 2496526 / 2496527 / 2496528. Fax: 0821-2496525. CITY OFFICES: Visveswaraya Building, III Floor, K.R. CIRCLE, MYSORE-570 001, Ph: 2431774 and No. 114, D. DEVARAJ URS ROAD (Opposite Big Bus), MYSORE-570 001. Ph: 2428695. RNI Reg. No. 36581 / 1980 E-mail address: news@mysurumithra.com For advertisements: ad@mysurumithra.com: [87, 2128, 1481, 2222]
kannada-col-2: ವಿಜಯನಗರ ಸಾಮ್ರಾಜ್ಯದ ಶ್ರೀಕೃಷ್ಣದೇವರಾಯ, ಹೊಯ್ಸಳರು, ಕದಂಬರು, ಗಂಗರು, ರಾಷ್ಟ್ರಕೂಟರು ಕನ್ನಡ ನಾಡನ್ನು ಆಳಿದ್ದು ಇತಿಹಾಸ. ಇವರೆಲ್ಲರೂ ಭಾರತೀಯ ಸಂಸ್ಕೃತಿಯನ್ನು ಉಳಿಸಿ ಬೆಳೆಸಿದರು. ಕನ್ನಡ ಭಾಷೆಯಲ್ಲಿ ಸಂಸ್ಕೃತ ಪದಗಳು ಸಾಕಷ್ಟಿವೆ. ಭಾರತದ ಎಲ್ಲ ಭಾಷೆಗಳಲ್ಲೂ ಸಂಸ್ಕೃತದ ಪ್ರಭಾವವಿದೆ. ಹೀಗಾಗಿ ಭಾಷೆ ಬೇರೆಯಾದರೂ ಭಾವ ಒಂದೇ. ಕನ್ನಡಿಗರು ದೇಶಕ್ಕಾಗಿ ಪ್ರಾಣತ್ಯಾಗ ಮಾಡಿದ್ದಾರೆ. ಸ್ವಾತಂತ್ರ್ಯ ಹೋರಾಟದಲ್ಲಿ ಕನ್ನಡಿಗರ ಪಾತ್ರ ಮಹತ್ವದ್ದು. ಕನ್ನಡ ಸಾಹಿತ್ಯದಲ್ಲಿ ರಾಷ್ಟ್ರೀಯತೆಯ ಭಾವನೆ ಕಂಡುಬರುತ್ತದೆ. ಕುವೆಂಪು ಅವರ ನಾಡಗೀತೆಯಲ್ಲಿ ಭಾರತ ಜನನಿಯ ತನುಜಾತೆ ಎಂದು ಹೇಳಿರುವುದೇ ಇದಕ್ಕೆ ಸಾಕ್ಷಿ ಎಂದರು.: [733, 1921, 973, 2071]
letter-3-title: [97, 1692, 460, 1723]
author-photo: [495, 136, 556, 209]
amruta-title: ಅಮೃತವಾಹಿನಿ..........: [94, 539, 227, 557]
feature-red-note: ಪ್ರವಾಸಿಸಲು ಪ್ರಸ್ತುತಪಡಿಸುವ ಯೋಜನೆ: ಸಂಸ್ಕೃತದಲ್ಲಿ ನಿರಂತರ ಅಧ್ಯಯನ ನಡೆಸಿ, ಭಾರತದ ಸಂಸ್ಕೃತಿಯನ್ನು ಜಗತ್ತಿಗೆ ಪರಿಚಯಿಸುವ ಕೆಲಸ ಮುಂದುವರಿದಿದೆ.: [1295, 1029, 1468, 1070]
joke-title-bar: [111, 145, 446, 188]
joke-title: ನಕ್ಕರೆ ಅದೇ ಸ್ವರ್ಗ: [164, 153, 298, 181]
feature-headline-3: ಫಿಲಿಯೋಜಾ ದಂಪತಿಗಳು: [882, 369, 1316, 432]
bullet-square-icon: [97, 1707, 107, 1717]
